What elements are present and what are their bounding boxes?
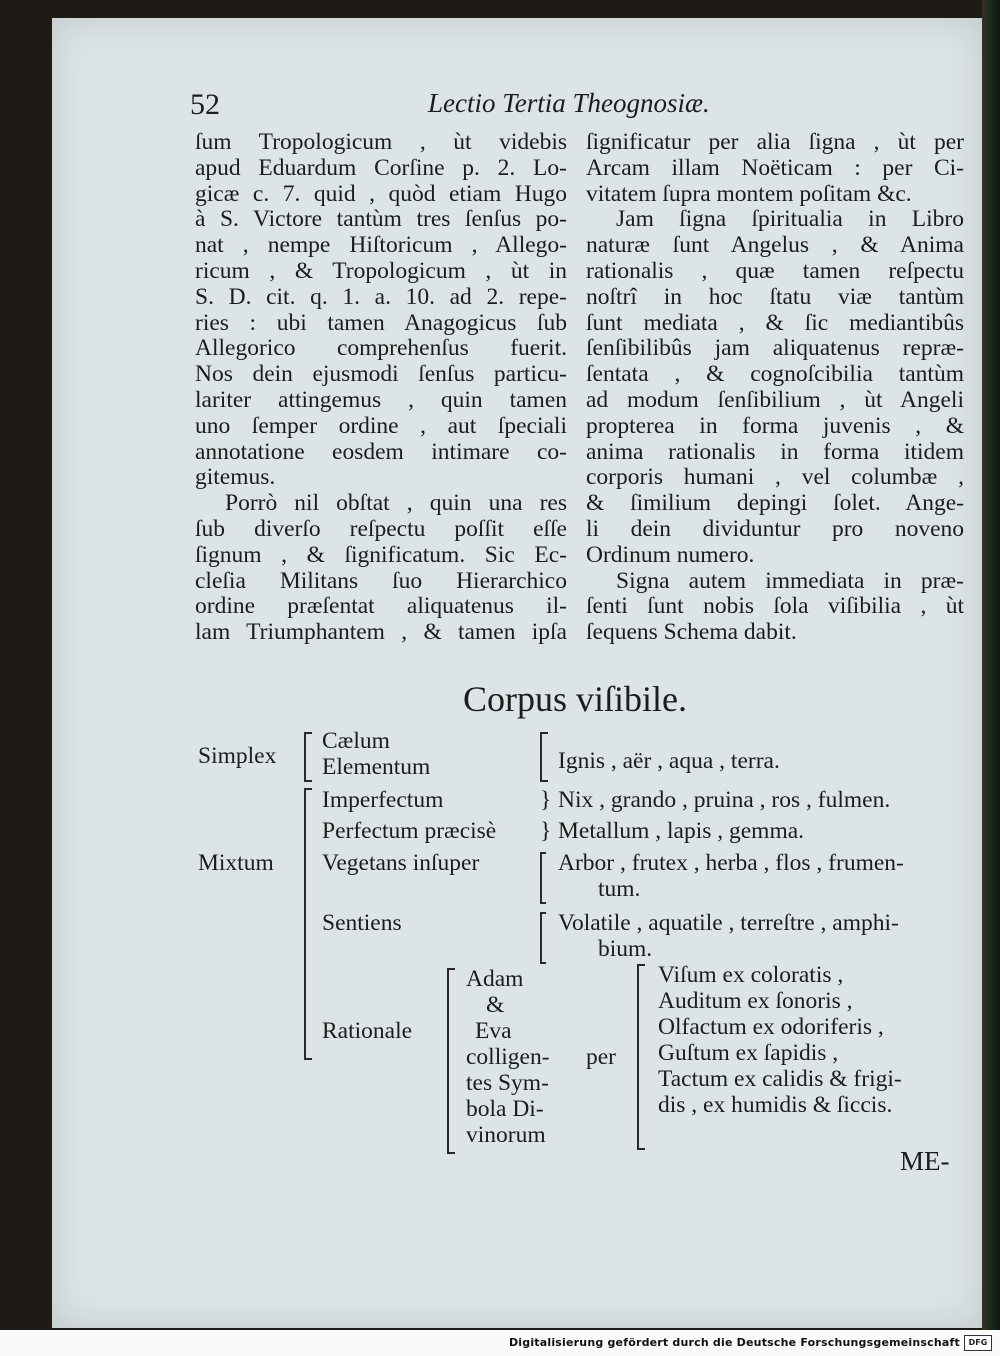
- mixtum-item: Perfectum præcisè: [322, 818, 497, 844]
- sentiens-brace: [540, 912, 546, 964]
- text-line: ſequens Schema dabit.: [586, 619, 797, 646]
- text-line: corporis humani , vel columbæ ,: [586, 464, 964, 491]
- text-line: apud Eduardum Corſine p. 2. Lo-: [195, 154, 567, 181]
- mixtum-detail-cont: bium.: [598, 936, 653, 962]
- sense-item: Auditum ex ſonoris ,: [658, 988, 853, 1014]
- sense-item: Tactum ex calidis & frigi-: [658, 1066, 902, 1092]
- running-title: Lectio Tertia Theognosiæ.: [428, 88, 710, 118]
- simplex-detail: Ignis , aër , aqua , terra.: [558, 748, 780, 774]
- simplex-brace: [304, 732, 312, 782]
- text-line: ſunt mediata , & ſic mediantibûs: [586, 309, 964, 336]
- rationale-middle: bola Di-: [466, 1096, 544, 1122]
- text-line: li dein dividuntur pro noveno: [586, 515, 964, 542]
- text-line: lam Triumphantem , & tamen ipſa: [195, 619, 567, 646]
- text-line: cleſia Militans ſuo Hierarchico: [195, 567, 567, 594]
- book-edge: [982, 0, 1000, 1330]
- text-line: ries : ubi tamen Anagogicus ſub: [195, 309, 567, 336]
- text-line: Allegorico comprehenſus fuerit.: [195, 335, 567, 362]
- text-line: ſum Tropologicum , ùt videbis: [195, 129, 567, 155]
- mixtum-item: Sentiens: [322, 910, 402, 936]
- rationale-label: Rationale: [322, 1018, 413, 1044]
- text-line: anima rationalis in forma itidem: [586, 438, 964, 465]
- digitization-credit: Digitalisierung gefördert durch die Deutsche Forschungsgemeinschaft: [508, 1336, 960, 1349]
- text-line: Ordinum numero.: [586, 541, 755, 568]
- page-number: 52: [190, 88, 220, 121]
- text-line: ſentata , & cognoſcibilia tantùm: [586, 361, 964, 388]
- mixtum-label: Mixtum: [198, 850, 274, 876]
- text-line: à S. Victore tantùm tres ſenſus po-: [195, 206, 567, 233]
- text-line: noſtrî in hoc ſtatu viæ tantùm: [586, 283, 964, 310]
- text-line: lariter attingemus , quin tamen: [195, 386, 567, 413]
- text-line: ſignificatur per alia ſigna , ùt per: [586, 129, 964, 155]
- text-line: Arcam illam Noëticam : per Ci-: [586, 154, 964, 181]
- mixtum-detail: Volatile , aquatile , terreſtre , amphi-: [558, 910, 899, 936]
- text-line: gitemus.: [195, 464, 276, 491]
- text-line: annotatione eosdem intimare co-: [195, 438, 567, 465]
- mixtum-brace: [304, 788, 312, 1060]
- text-line: vitatem ſupra montem poſitam &c.: [586, 180, 912, 207]
- mixtum-detail-cont: tum.: [598, 876, 641, 902]
- text-line: ad modum ſenſibilium , ùt Angeli: [586, 386, 964, 413]
- text-line: Nos dein ejusmodi ſenſus particu-: [195, 361, 567, 388]
- senses-brace: [637, 964, 645, 1150]
- text-line: naturæ ſunt Angelus , & Anima: [586, 232, 964, 259]
- text-line: Jam ſigna ſpiritualia in Libro: [616, 206, 964, 233]
- mixtum-item: Imperfectum: [322, 787, 444, 813]
- rationale-middle: tes Sym-: [466, 1070, 549, 1096]
- text-line: ordine præſentat aliquatenus il-: [195, 593, 567, 620]
- vegetans-brace: [540, 852, 546, 904]
- sense-item: Guſtum ex ſapidis ,: [658, 1040, 839, 1066]
- text-line: Porrò nil obſtat , quin una res: [225, 490, 567, 517]
- rationale-middle: &: [486, 992, 505, 1018]
- text-line: nat , nempe Hiſtoricum , Allego-: [195, 232, 567, 259]
- text-line: ſignum , & ſignificatum. Sic Ec-: [195, 541, 567, 568]
- schema-title: Corpus viſibile.: [463, 679, 687, 719]
- per-label: per: [586, 1044, 617, 1070]
- dfg-logo: DFG: [964, 1335, 992, 1351]
- simplex-item: Cælum: [322, 728, 390, 754]
- rationale-middle: colligen-: [466, 1044, 550, 1070]
- mixtum-item: Vegetans inſuper: [322, 850, 480, 876]
- rationale-brace: [447, 968, 455, 1154]
- text-line: ſenſibilibûs jam aliquatenus repræ-: [586, 335, 964, 362]
- sense-item: dis , ex humidis & ſiccis.: [658, 1092, 893, 1118]
- text-line: gicæ c. 7. quid , quòd etiam Hugo: [195, 180, 567, 207]
- rationale-middle: Adam: [466, 966, 524, 992]
- text-line: rationalis , quæ tamen reſpectu: [586, 257, 964, 284]
- rationale-middle: vinorum: [466, 1122, 546, 1148]
- mixtum-detail: Metallum , lapis , gemma.: [558, 818, 805, 844]
- text-line: & ſimilium depingi ſolet. Ange-: [586, 490, 964, 517]
- text-line: propterea in forma juvenis , &: [586, 412, 964, 439]
- sense-item: Olfactum ex odoriferis ,: [658, 1014, 884, 1040]
- mixtum-detail: Nix , grando , pruina , ros , fulmen.: [558, 787, 891, 813]
- rationale-middle: Eva: [475, 1018, 512, 1044]
- text-line: S. D. cit. q. 1. a. 10. ad 2. repe-: [195, 283, 567, 310]
- right-column: [586, 130, 964, 646]
- left-column: [195, 130, 567, 646]
- sense-item: Viſum ex coloratis ,: [658, 962, 844, 988]
- brace-glyph: }: [540, 787, 552, 813]
- simplex-detail-brace: [540, 732, 548, 782]
- simplex-label: Simplex: [198, 743, 277, 769]
- text-line: ſenti ſunt nobis ſola viſibilia , ùt: [586, 593, 964, 620]
- text-line: ſub diverſo reſpectu poſſit eſſe: [195, 515, 567, 542]
- simplex-item: Elementum: [322, 754, 431, 780]
- text-line: ricum , & Tropologicum , ùt in: [195, 257, 567, 284]
- mixtum-detail: Arbor , frutex , herba , flos , frumen-: [558, 850, 904, 876]
- text-line: Signa autem immediata in præ-: [616, 567, 964, 594]
- brace-glyph: }: [540, 818, 552, 844]
- catchword: ME-: [900, 1146, 950, 1176]
- text-line: uno ſemper ordine , aut ſpeciali: [195, 412, 567, 439]
